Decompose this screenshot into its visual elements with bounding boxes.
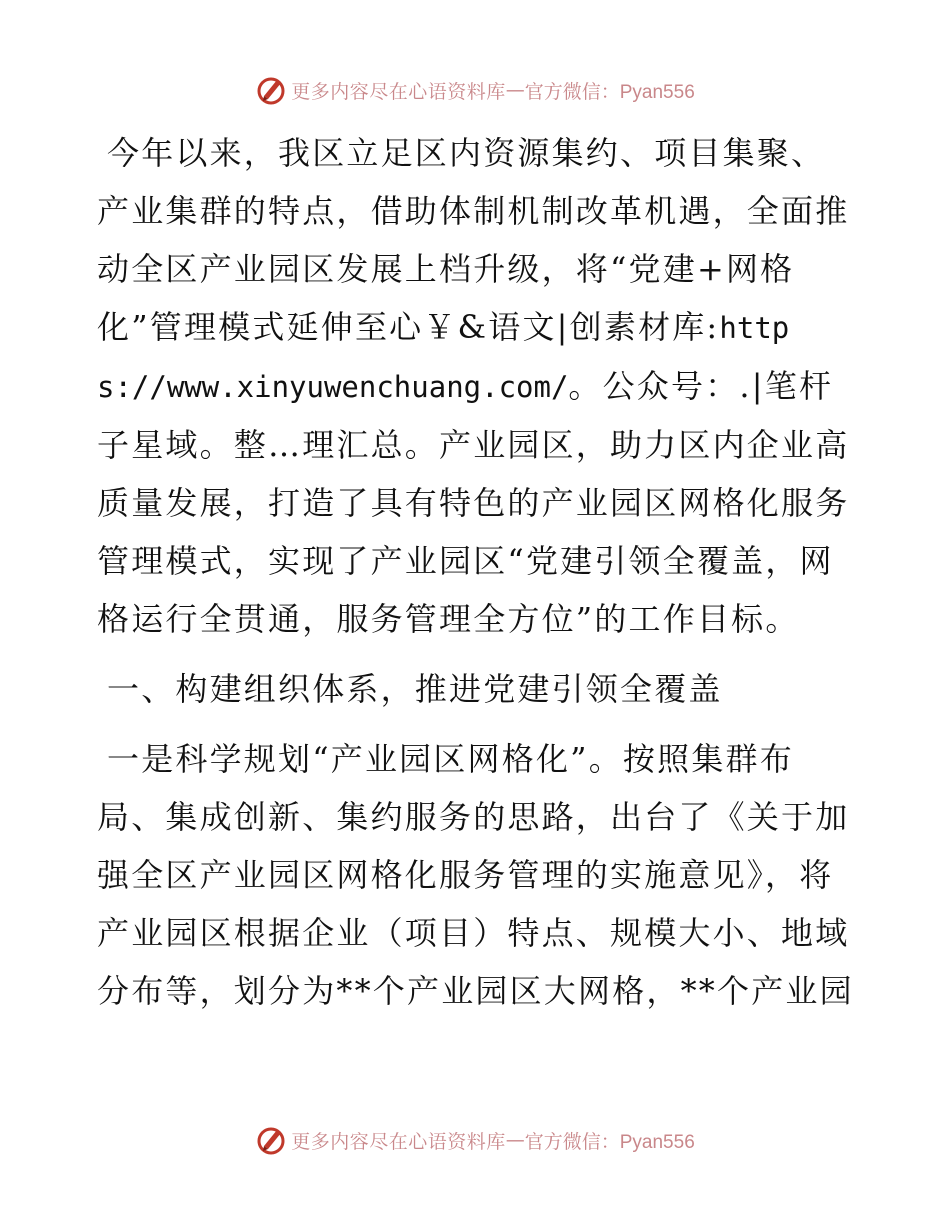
pen-circle-logo-icon bbox=[255, 1124, 287, 1156]
paragraph-intro bbox=[97, 124, 857, 648]
banner-text: 更多内容尽在心语资料库 bbox=[291, 80, 506, 103]
paragraph-intro-url: https://www.xinyuwenchuang.com/ bbox=[97, 311, 790, 404]
banner-separator: — bbox=[505, 79, 525, 101]
footer-banner-separator: — bbox=[505, 1129, 525, 1151]
paragraph-intro-text-a: 今年以来，我区立足区内资源集约、项目集聚、产业集群的特点，借助体制机制改革机遇，全面推动全区产业园区发展上档升级，将“党建+网格化”管理模式延伸至心￥&语文|创素材库: bbox=[97, 134, 850, 346]
paragraph-intro-text-b: 。公众号：.|笔杆子星域。整…理汇总。产业园区，助力区内企业高质量发展，打造了具有特色的产业园区网格化服务管理模式，实现了产业园区“党建引领全覆盖，网格运行全贯通，服务管理全方位”的工作目标。 bbox=[97, 367, 850, 638]
pen-circle-logo-icon bbox=[255, 74, 287, 106]
section-heading-1: 一、构建组织体系，推进党建引领全覆盖 bbox=[107, 670, 723, 708]
footer-banner-text: 更多内容尽在心语资料库 bbox=[291, 1130, 506, 1153]
banner-wechat: 官方微信：Pyan556 bbox=[524, 81, 695, 103]
header-banner bbox=[0, 70, 950, 110]
footer-banner bbox=[0, 1120, 950, 1160]
document-body bbox=[97, 124, 857, 1020]
footer-banner-wechat: 官方微信：Pyan556 bbox=[524, 1131, 695, 1153]
paragraph-section-1: 一是科学规划“产业园区网格化”。按照集群布局、集成创新、集约服务的思路，出台了《关于加强全区产业园区网格化服务管理的实施意见》，将产业园区根据企业（项目）特点、规模大小、地域分布等，划分为**个产业园区大网格，**个产业园 bbox=[97, 740, 854, 1010]
